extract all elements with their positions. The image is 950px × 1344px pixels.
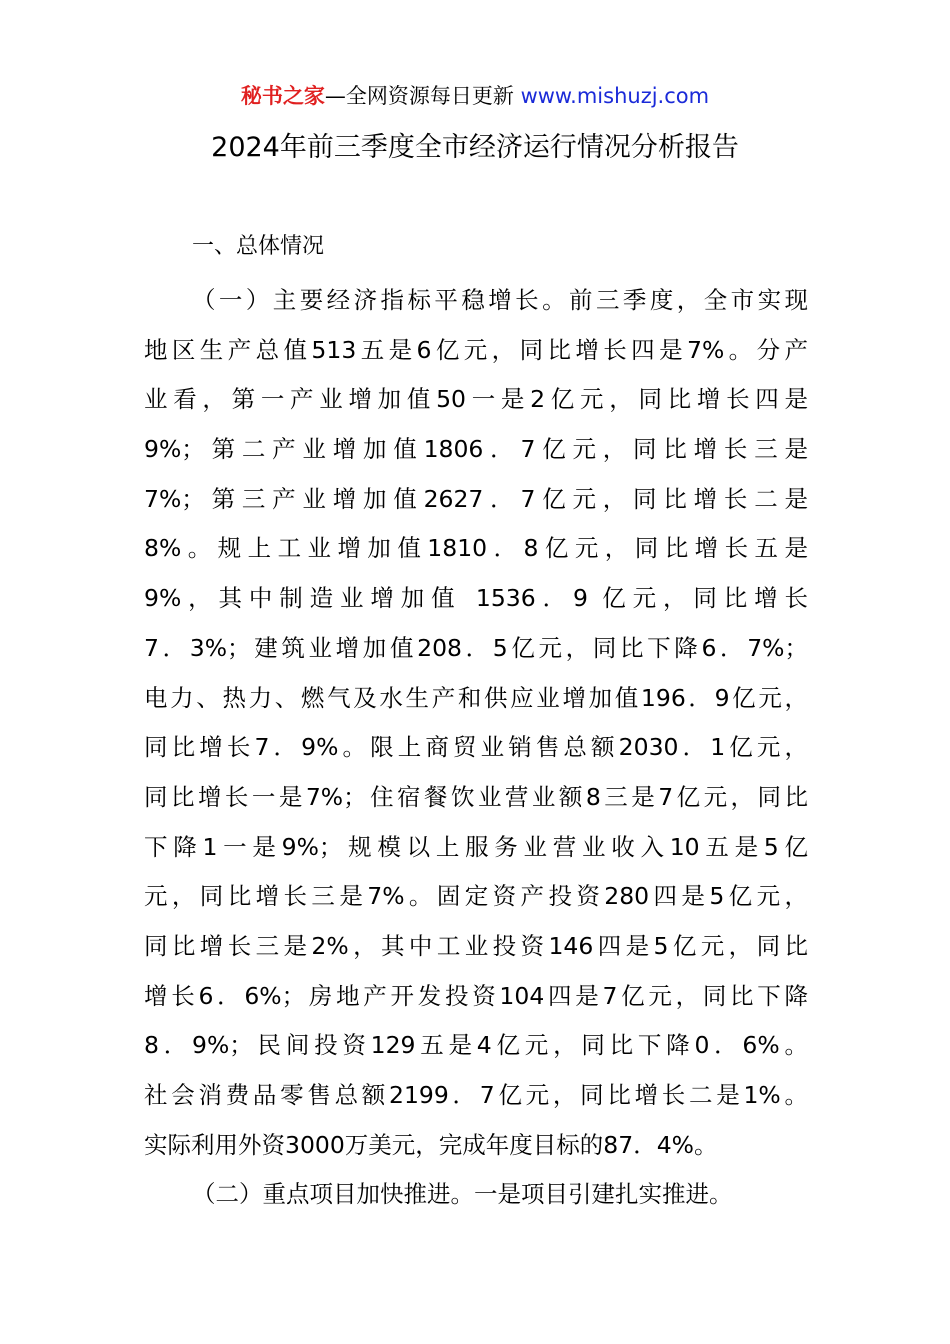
section-heading: 一、总体情况 [192, 234, 325, 259]
paragraph-line: 同比增长三是2%，其中工业投资146四是5亿元，同比 [144, 931, 808, 960]
paragraph-line: 7%；第三产业增加值2627．7亿元，同比增长二是 [144, 484, 808, 513]
paragraph-line: （二）重点项目加快推进。一是项目引建扎实推进。 [192, 1180, 733, 1209]
paragraph-line: 下降1一是9%；规模以上服务业营业收入10五是5亿 [144, 832, 808, 861]
paragraph-line: 7．3%；建筑业增加值208．5亿元，同比下降6．7%； [144, 633, 808, 662]
document-title: 2024年前三季度全市经济运行情况分析报告 [211, 132, 739, 163]
site-tagline: —全网资源每日更新 [324, 84, 514, 108]
paragraph-line: 地区生产总值513五是6亿元，同比增长四是7%。分产 [144, 335, 808, 364]
paragraph-line: 实际利用外资3000万美元，完成年度目标的87．4%。 [144, 1130, 718, 1159]
paragraph-line: 社会消费品零售总额2199．7亿元，同比增长二是1%。 [144, 1081, 808, 1109]
site-brand: 秘书之家 [240, 84, 325, 108]
paragraph-line: 8%。规上工业增加值1810．8亿元，同比增长五是 [144, 534, 808, 563]
paragraph-line: 8．9%；民间投资129五是4亿元，同比下降0．6%。 [144, 1031, 808, 1060]
paragraph-line: 9%，其中制造业增加值 1536．9 亿元，同比增长 [144, 584, 808, 613]
paragraph-line: 9%；第二产业增加值1806．7亿元，同比增长三是 [144, 435, 808, 464]
paragraph-line: 增长6．6%；房地产开发投资104四是7亿元，同比下降 [144, 981, 808, 1010]
site-header [0, 80, 950, 112]
paragraph-line: （一）主要经济指标平稳增长。前三季度，全市实现 [192, 286, 808, 314]
paragraph-line: 业看，第一产业增加值50一是2亿元，同比增长四是 [144, 385, 808, 414]
paragraph-line: 电力、热力、燃气及水生产和供应业增加值196．9亿元， [144, 683, 808, 712]
body-text [144, 276, 808, 1220]
paragraph-line: 元，同比增长三是7%。固定资产投资280四是5亿元， [144, 882, 808, 911]
paragraph-line: 同比增长一是7%；住宿餐饮业营业额8三是7亿元，同比 [144, 782, 808, 811]
site-url-link[interactable]: www.mishuzj.com [520, 84, 710, 108]
paragraph-line: 同比增长7．9%。限上商贸业销售总额2030．1亿元， [144, 733, 808, 762]
